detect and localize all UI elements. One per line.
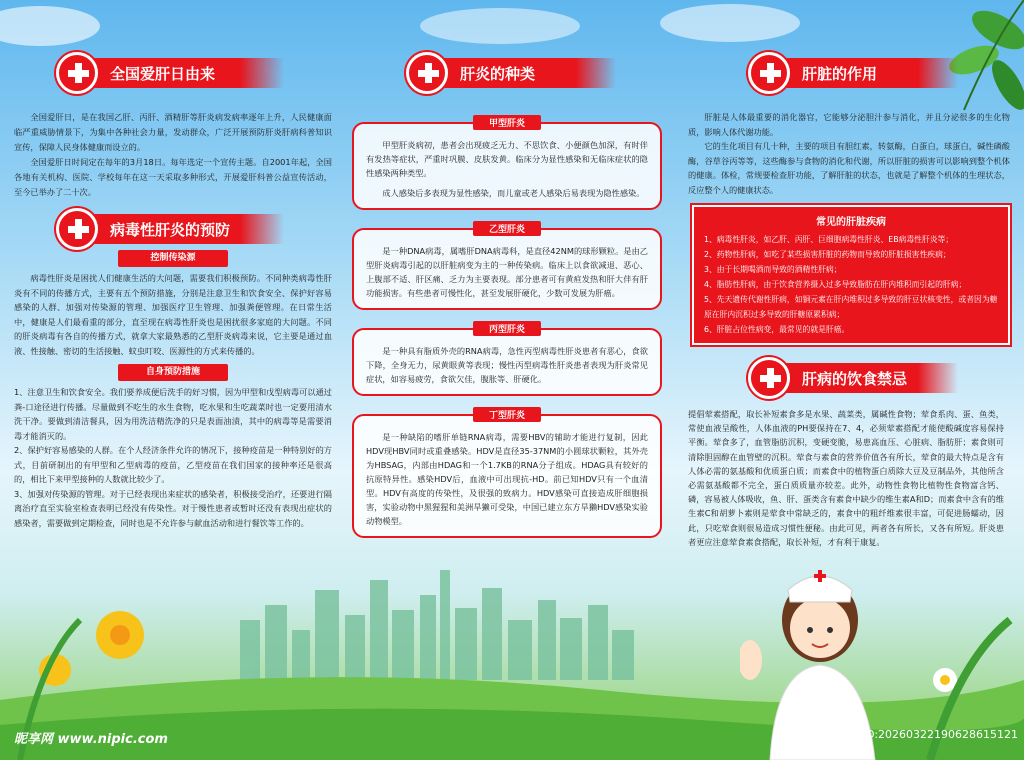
- tag-hepatitis-a: 甲型肝炎: [473, 115, 541, 130]
- role-paragraph-2: 它的生化项目有几十种，主要的项目有胆红素，转氨酶，白蛋白，球蛋白，碱性磷酸酶，谷草谷丙等等，这些酶参与食物的消化和代谢，所以肝脏的损害可以影响到整个机体的健康。体检，常规要检查肝功能，了解肝脏的状态，也就是了解整个机体的生理状态，反应整个人的健康状态。: [688, 141, 1010, 195]
- heading-origin: 全国爱肝日由来: [66, 58, 284, 88]
- diet-paragraph: 提倡荤素搭配，取长补短素食多是水果、蔬菜类，属碱性食物；荤食系肉、蛋、鱼类，常使血液呈酸性，人体血液的PH要保持在7、4，必须荤素搭配才能使酸碱度容易保持平衡。荤食多了，血管脂肪沉积，变硬变脆，易患高血压、心脏病、脂肪肝；素食则可清除胆固醇在血管壁的沉积。荤食与素食的营养价值各有所长，荤食的最大特点是含有人体必需的氨基酸和优质蛋白质；而素食中的植物蛋白质除大豆及豆制品外，其他所含必需氨基酸都不完全，蛋白质质量亦较差。此外，动物性食物比植物性食物富含钙、磷，容易被人体吸收，鱼、肝、蛋类含有素食中缺少的维生素A和D；而素食中含有的维生素C和胡萝卜素则是荤食中常缺乏的，素食中的粗纤维素很丰富，可促进肠蠕动，因此，只吃荤食则很易造成习惯性便秘。由此可见，两者各有所长，又各有所短。肝炎患者更应注意荤食素食搭配，取长补短，才有利于康复。: [688, 409, 1004, 547]
- medical-cross-icon: [56, 208, 98, 250]
- control-paragraph: 病毒性肝炎是困扰人们健康生活的大问题，需要我们积极预防。不同种类病毒性肝炎有不同的传播方式，主要有五个预防措施，分别是注意卫生和饮食安全、保护好容易感染的人群、加强对传染源的管理、加强医疗卫生管理、加强粪便管理。在日常生活中，健康是人们最看重的部分，直至现在病毒性肝炎也是困扰很多家庭的大问题。不同的肝炎病毒有各自的传播方式，就拿大家最熟悉的乙型肝炎病毒来说，它主要是通过血液、性接触、密切的生活接触、蚊虫叮咬、医源性的方式来传播的。: [14, 273, 332, 356]
- role-paragraph-1: 肝脏是人体最重要的消化器官，它能够分泌胆汁参与消化，并且分泌很多的生化物质，影响人体代谢功能。: [688, 112, 1010, 137]
- watermark-id: ID:12106414 NO:20260322190628615121: [782, 728, 1018, 741]
- column-3: [688, 58, 1010, 549]
- watermark-logo: 昵享网 www.nipic.com: [14, 732, 168, 747]
- heading-prevention: 病毒性肝炎的预防: [66, 214, 284, 244]
- tag-hepatitis-c: 丙型肝炎: [473, 321, 541, 336]
- self-prevention-2: 2、保护好容易感染的人群。在个人经济条件允许的情况下，接种疫苗是一种特别好的方式，目前研制出的有甲型和乙型病毒的疫苗，乙型疫苗在我们国家的接种率还是很高的，相比下来甲型接种的人数就比较少了。: [14, 445, 332, 484]
- box-hepatitis-b: 乙型肝炎 是一种DNA病毒，属嗜肝DNA病毒科，是直径42NM的球形颗粒。是由乙型肝炎病毒引起的以肝脏病变为主的一种传染病。临床上以食欲减退、恶心、上腹部不适、肝区痛、乏力为主要表现。部分患者可有黄疸发热和肝大伴有肝功能损害。有些患者可慢性化，甚至发展肝硬化，少数可发展为肝癌。: [352, 228, 662, 310]
- tag-hepatitis-d: 丁型肝炎: [473, 407, 541, 422]
- heading-types: 肝炎的种类: [416, 58, 616, 88]
- disease-item: 6、肝脏占位性病变，最常见的就是肝癌。: [704, 325, 850, 334]
- tag-hepatitis-b: 乙型肝炎: [473, 221, 541, 236]
- subheading-self-prevention: 自身预防措施: [118, 364, 228, 381]
- intro-paragraph-2: 全国爱肝日时间定在每年的3月18日。每年选定一个宣传主题。自2001年起，全国各地有关机构、医院、学校每年在这一天采取多种形式，开展爱肝科普公益宣传活动，至今已举办了二十次。: [14, 157, 332, 197]
- cloud: [420, 8, 580, 44]
- cloud: [660, 4, 800, 42]
- medical-cross-icon: [748, 52, 790, 94]
- common-diseases-title: 常见的肝脏疾病: [816, 217, 886, 228]
- medical-cross-icon: [56, 52, 98, 94]
- medical-cross-icon: [748, 357, 790, 399]
- disease-item: 3、由于长期喝酒而导致的酒精性肝病；: [704, 265, 842, 274]
- heading-diet: 肝病的饮食禁忌: [758, 363, 958, 393]
- box-hepatitis-a: 甲型肝炎 甲型肝炎病初，患者会出现疲乏无力、不思饮食、小便颜色加深，有时伴有发热等症状，严重时巩膜、皮肤发黄。临床分为显性感染和无临床症状的隐性感染两种类型。 成人感染后多表现为显性感染，而儿童或老人感染后易表现为隐性感染。: [352, 122, 662, 210]
- medical-cross-icon: [406, 52, 448, 94]
- city-skyline: [240, 570, 634, 680]
- intro-paragraph-1: 全国爱肝日，是在我国乙肝、丙肝、酒精肝等肝炎病发病率逐年上升，人民健康面临严重威胁情景下，为集中各种社会力量，发动群众，广泛开展预防肝炎肝病科普知识宣传，保障人民身体健康而设立的。: [14, 112, 332, 152]
- disease-item: 1、病毒性肝炎，如乙肝、丙肝、巨细胞病毒性肝炎、EB病毒性肝炎等；: [704, 235, 954, 244]
- subheading-control: 控制传染源: [118, 250, 228, 267]
- column-2: [346, 58, 668, 538]
- disease-item: 4、脂肪性肝病，由于饮食营养摄入过多导致脂肪在肝内堆积而引起的肝病；: [704, 280, 967, 289]
- disease-item: 2、药物性肝病，如吃了某些损害肝脏的药物而导致的肝脏损害性疾病；: [704, 250, 951, 259]
- disease-item: 5、先天遗传代谢性肝病，如铜元素在肝内堆积过多导致的肝豆状核变性，或者因为糖原在肝内沉积过多导致的肝糖原累积病；: [704, 295, 998, 319]
- cloud: [0, 6, 100, 46]
- box-hepatitis-d: 丁型肝炎 是一种缺陷的嗜肝单链RNA病毒，需要HBV的辅助才能进行复制，因此HDV现HBV同时或重叠感染。HDV是直径35-37NM的小圆球状颗粒，其外壳为HBSAG，内部由HDAG和一个1.7KB的RNA分子组成。HDAG具有较好的抗原特异性。感染HDV后，血液中可出现抗-HD。前已知HDV只有一个血清型。HDV有高度的传染性，及很强的致病力。HDV感染可直接造成肝细胞损害，实验动物中黑猩猩和美洲旱獭可受染，中国已建立东方旱獭HDV感染实验动物模型。: [352, 414, 662, 538]
- column-1: [14, 58, 332, 530]
- heading-liver-role: 肝脏的作用: [758, 58, 958, 88]
- self-prevention-1: 1、注意卫生和饮食安全。我们要养成便后洗手的好习惯，因为甲型和戊型病毒可以通过粪-口途径进行传播。尽量做到不吃生的水生食物，吃水果和生吃蔬菜时也一定要用清水洗干净。要做到清洁餐具，因为用洗洁精洗净的只是表面油渍，其中的病毒等是需要消毒才能消灭的。: [14, 387, 332, 441]
- box-hepatitis-c: 丙型肝炎 是一种具有脂质外壳的RNA病毒，急性丙型病毒性肝炎患者有恶心，食欲下降，全身无力，尿黄眼黄等表现；慢性丙型病毒性肝炎患者表现为肝炎常见症状，如容易疲劳，食欲欠佳，腹胀等、肝硬化。: [352, 328, 662, 396]
- self-prevention-3: 3、加强对传染源的管理。对于已经表现出来症状的感染者，积极接受治疗，还要进行隔离治疗直至实验室检查表明已经没有传染性。对于慢性患者或暂时还没有表现出症状的感染者，需要做到定期检查，同时也是不允许参与献血活动和进行餐饮等工作的。: [14, 488, 332, 528]
- common-diseases-box: [692, 205, 1010, 345]
